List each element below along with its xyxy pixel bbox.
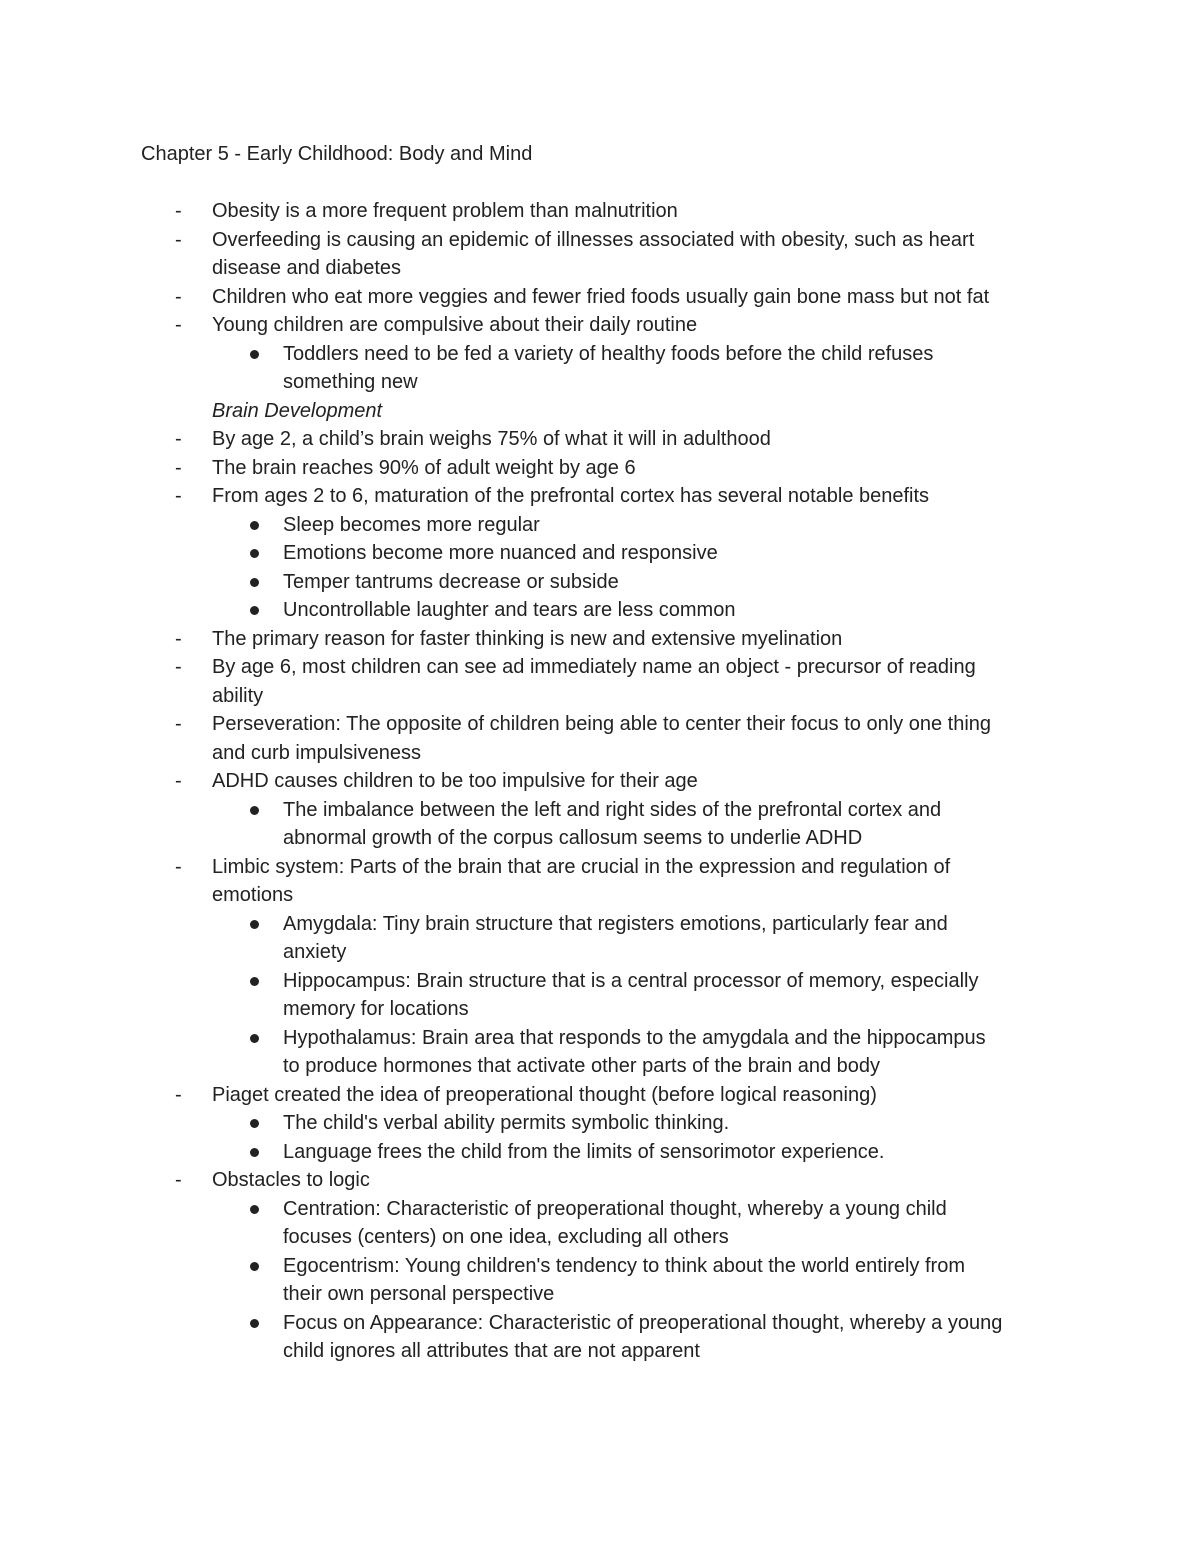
line-text: Temper tantrums decrease or subside	[283, 570, 619, 593]
dash-marker: -	[175, 1083, 182, 1106]
line-text: Overfeeding is causing an epidemic of illnesses associated with obesity, such as heart	[212, 228, 975, 251]
line-text: Obesity is a more frequent problem than malnutrition	[212, 200, 678, 222]
bullet-icon	[250, 1148, 259, 1157]
line-text: focuses (centers) on one idea, excluding all others	[283, 1226, 729, 1248]
line-text: Young children are compulsive about their daily routine	[212, 314, 698, 336]
list-item	[0, 881, 1200, 910]
sub-list-item	[0, 539, 1200, 568]
sub-list-item	[0, 596, 1200, 625]
sub-list-item	[0, 1252, 1200, 1281]
line-text: Sleep becomes more regular	[283, 513, 540, 536]
line-text: Hippocampus: Brain structure that is a central processor of memory, especially	[283, 969, 979, 992]
list-item	[0, 653, 1200, 682]
line-text: Amygdala: Tiny brain structure that registers emotions, particularly fear and	[283, 912, 948, 935]
list-item	[0, 482, 1200, 511]
sub-list-item	[0, 910, 1200, 939]
line-text: By age 2, a child’s brain weighs 75% of what it will in adulthood	[212, 428, 771, 450]
list-item	[0, 625, 1200, 654]
dash-marker: -	[175, 1169, 182, 1191]
bullet-icon	[250, 350, 259, 359]
line-text: memory for locations	[283, 998, 469, 1020]
line-text: The imbalance between the left and right sides of the prefrontal cortex and	[283, 798, 942, 821]
line-text: something new	[283, 371, 418, 393]
dash-marker: -	[175, 200, 182, 222]
list-item	[0, 682, 1200, 711]
list-item	[0, 853, 1200, 882]
bullet-icon	[250, 578, 259, 587]
line-text: Language frees the child from the limits of sensorimotor experience.	[283, 1140, 885, 1163]
sub-list-item	[0, 1138, 1200, 1167]
notes-list	[0, 197, 1200, 1366]
bullet-icon	[250, 521, 259, 530]
sub-list-item	[0, 1024, 1200, 1053]
line-text: ability	[212, 684, 264, 707]
dash-marker: -	[175, 485, 182, 507]
page-title: Chapter 5 - Early Childhood: Body and Mind	[141, 143, 533, 165]
dash-marker: -	[175, 314, 182, 336]
line-text: child ignores all attributes that are not apparent	[283, 1340, 700, 1362]
bullet-icon	[250, 920, 259, 929]
line-text: anxiety	[283, 941, 347, 963]
line-text: disease and diabetes	[212, 257, 402, 279]
sub-list-item	[0, 824, 1200, 853]
list-item	[0, 767, 1200, 796]
bullet-icon	[250, 1034, 259, 1043]
list-item	[0, 283, 1200, 312]
bullet-icon	[250, 977, 259, 986]
bullet-icon	[250, 1262, 259, 1271]
line-text: Children who eat more veggies and fewer fried foods usually gain bone mass but not fat	[212, 285, 990, 308]
line-text: The primary reason for faster thinking is new and extensive myelination	[212, 627, 843, 650]
line-text: and curb impulsiveness	[212, 741, 421, 764]
dash-marker: -	[175, 855, 182, 878]
bullet-icon	[250, 549, 259, 558]
line-text: Limbic system: Parts of the brain that are crucial in the expression and regulation of	[212, 855, 951, 878]
line-text: Centration: Characteristic of preoperational thought, whereby a young child	[283, 1197, 947, 1220]
section-heading: Brain Development	[212, 399, 383, 422]
dash-marker: -	[175, 770, 182, 792]
line-text: From ages 2 to 6, maturation of the prefrontal cortex has several notable benefits	[212, 485, 930, 507]
line-text: ADHD causes children to be too impulsive for their age	[212, 770, 698, 792]
line-text: Hypothalamus: Brain area that responds to the amygdala and the hippocampus	[283, 1026, 986, 1049]
list-item	[0, 311, 1200, 340]
sub-list-item	[0, 511, 1200, 540]
line-text: Obstacles to logic	[212, 1169, 370, 1191]
line-text: their own personal perspective	[283, 1283, 555, 1305]
bullet-icon	[250, 1119, 259, 1128]
dash-marker: -	[175, 627, 182, 650]
line-text: abnormal growth of the corpus callosum seems to underlie ADHD	[283, 827, 863, 849]
list-item	[0, 710, 1200, 739]
list-item	[0, 197, 1200, 226]
line-text: Toddlers need to be fed a variety of healthy foods before the child refuses	[283, 342, 934, 365]
line-text: By age 6, most children can see ad immediately name an object - precursor of reading	[212, 656, 976, 678]
line-text: Piaget created the idea of preoperational thought (before logical reasoning)	[212, 1083, 877, 1106]
dash-marker: -	[175, 428, 182, 450]
list-item	[0, 454, 1200, 483]
line-text: The brain reaches 90% of adult weight by age 6	[212, 456, 636, 479]
sub-list-item	[0, 938, 1200, 967]
line-text: The child's verbal ability permits symbolic thinking.	[283, 1112, 730, 1134]
line-text: Uncontrollable laughter and tears are less common	[283, 599, 736, 621]
bullet-icon	[250, 1319, 259, 1328]
list-item	[0, 739, 1200, 768]
list-item	[0, 397, 1200, 426]
sub-list-item	[0, 796, 1200, 825]
sub-list-item	[0, 967, 1200, 996]
sub-list-item	[0, 1223, 1200, 1252]
sub-list-item	[0, 1052, 1200, 1081]
sub-list-item	[0, 568, 1200, 597]
list-item	[0, 254, 1200, 283]
list-item	[0, 226, 1200, 255]
dash-marker: -	[175, 656, 182, 678]
list-item	[0, 1166, 1200, 1195]
bullet-icon	[250, 806, 259, 815]
bullet-icon	[250, 606, 259, 615]
line-text: to produce hormones that activate other parts of the brain and body	[283, 1055, 881, 1077]
dash-marker: -	[175, 285, 182, 308]
line-text: emotions	[212, 884, 294, 906]
sub-list-item	[0, 1109, 1200, 1138]
sub-list-item	[0, 1195, 1200, 1224]
dash-marker: -	[175, 456, 182, 479]
line-text: Emotions become more nuanced and responsive	[283, 542, 718, 564]
sub-list-item	[0, 368, 1200, 397]
sub-list-item	[0, 340, 1200, 369]
line-text: Focus on Appearance: Characteristic of preoperational thought, whereby a young	[283, 1311, 1003, 1334]
line-text: Egocentrism: Young children's tendency to think about the world entirely from	[283, 1254, 965, 1277]
sub-list-item	[0, 1280, 1200, 1309]
list-item	[0, 425, 1200, 454]
list-item	[0, 1081, 1200, 1110]
dash-marker: -	[175, 713, 182, 735]
dash-marker: -	[175, 228, 182, 251]
bullet-icon	[250, 1205, 259, 1214]
line-text: Perseveration: The opposite of children being able to center their focus to only one thing	[212, 713, 992, 735]
sub-list-item	[0, 995, 1200, 1024]
sub-list-item	[0, 1337, 1200, 1366]
sub-list-item	[0, 1309, 1200, 1338]
